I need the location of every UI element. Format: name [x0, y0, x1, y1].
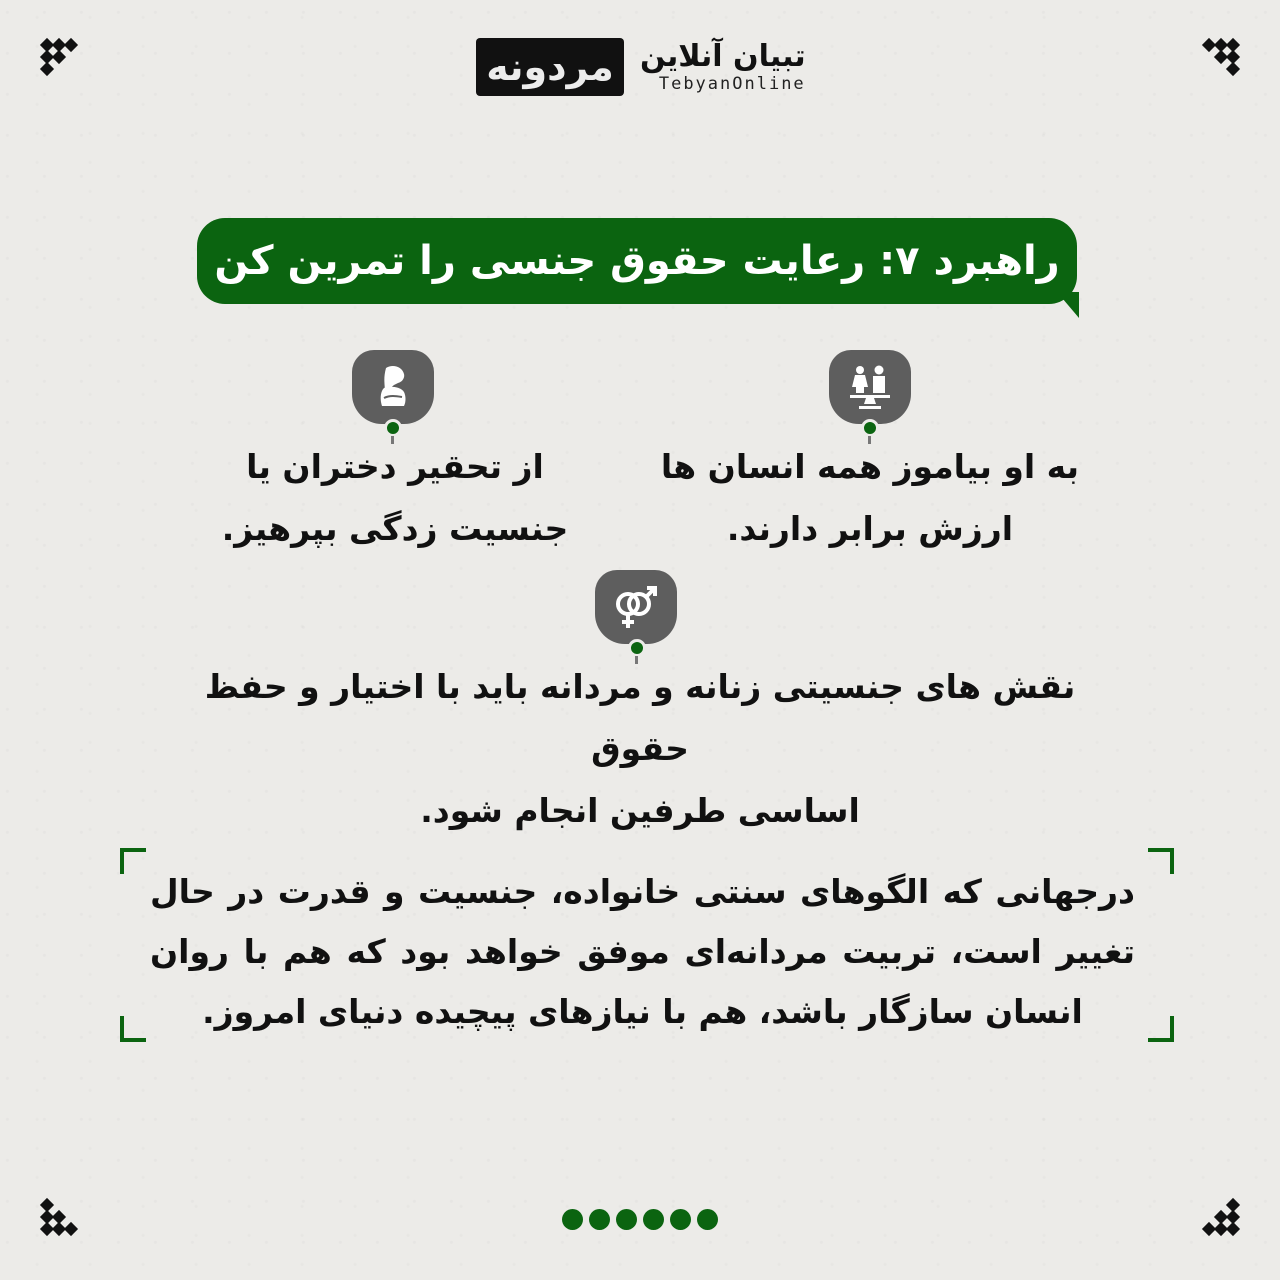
page-dot[interactable]: [670, 1209, 691, 1230]
page-dot[interactable]: [616, 1209, 637, 1230]
point-equal-worth: [660, 436, 1080, 560]
diamond-pattern-icon: [1200, 36, 1244, 80]
summary-paragraph: درجهانی که الگوهای سنتی خانواده، جنسیت و قدرت در حال تغییر است، تربیت مردانه‌ای موفق خواهد بود که هم با روان انسان سازگار باشد، هم با نیازهای پیچیده دنیای امروز.: [150, 872, 1135, 1031]
point-avoid-sexism: [200, 436, 590, 560]
point-line: از تحقیر دختران یا: [246, 447, 544, 486]
page-title: راهبرد ۷: رعایت حقوق جنسی را تمرین کن: [214, 238, 1060, 284]
connector-dot: [384, 419, 402, 437]
point-line: نقش های جنسیتی زنانه و مردانه باید با اختیار و حفظ حقوق: [204, 667, 1076, 768]
connector-dot: [861, 419, 879, 437]
corner-ornament-top-left: [38, 36, 82, 80]
brand-name-en: TebyanOnline: [658, 74, 806, 94]
page-dot[interactable]: [643, 1209, 664, 1230]
diamond-pattern-icon: [1200, 1196, 1244, 1240]
point-line: ارزش برابر دارند.: [726, 509, 1014, 548]
corner-ornament-top-right: [1200, 36, 1244, 80]
title-banner: [197, 218, 1077, 304]
point-line: به او بیاموز همه انسان ها: [660, 447, 1080, 486]
point-gender-roles: [160, 656, 1120, 842]
embarrassed-girl-icon: [366, 360, 420, 414]
point-line: جنسیت زدگی بپرهیز.: [221, 509, 569, 548]
mardooneh-logo: مردونه: [476, 38, 624, 96]
frame-corner-bottom-right: [1148, 1016, 1174, 1042]
girl-icon-tile: [352, 350, 434, 424]
diamond-pattern-icon: [38, 1196, 82, 1240]
connector-dot: [628, 639, 646, 657]
tebyan-logo: [640, 40, 806, 94]
brand-name-fa: تبیان آنلاین: [640, 39, 806, 74]
frame-corner-bottom-left: [120, 1016, 146, 1042]
corner-ornament-bottom-right: [1200, 1196, 1244, 1240]
frame-corner-top-right: [1148, 848, 1174, 874]
gender-icon-tile: [595, 570, 677, 644]
brand-header: [476, 34, 806, 100]
page-dot[interactable]: [697, 1209, 718, 1230]
speech-bubble-tail: [1057, 292, 1079, 318]
frame-corner-top-left: [120, 848, 146, 874]
gender-symbols-icon: [609, 580, 663, 634]
equality-icon-tile: [829, 350, 911, 424]
point-line: اساسی طرفین انجام شود.: [420, 791, 860, 830]
page-dot[interactable]: [562, 1209, 583, 1230]
page-dot[interactable]: [589, 1209, 610, 1230]
corner-ornament-bottom-left: [38, 1196, 82, 1240]
pagination-dots: [562, 1209, 718, 1230]
equality-scale-icon: [843, 360, 897, 414]
diamond-pattern-icon: [38, 36, 82, 80]
